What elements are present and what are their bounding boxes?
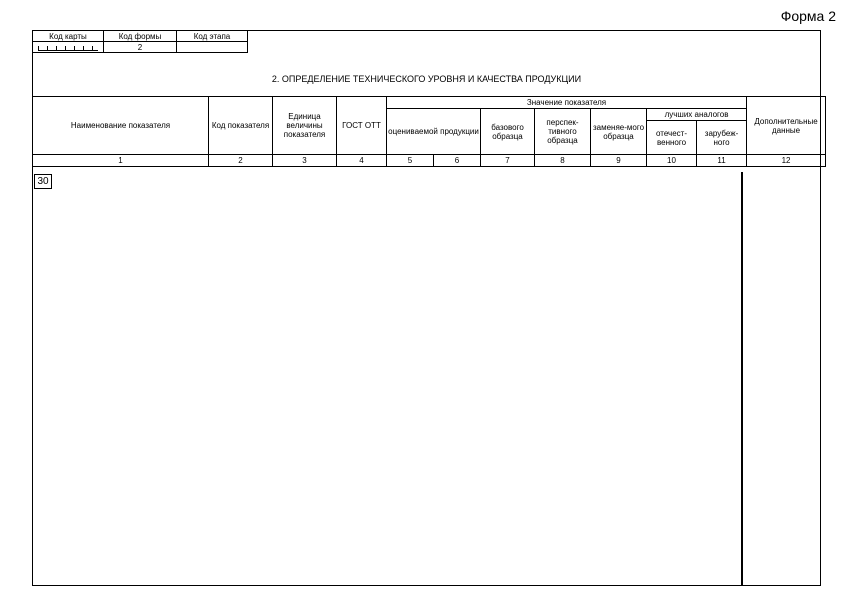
col-extra-header: Дополнительные данные (747, 97, 826, 155)
col-number: 1 (33, 155, 209, 167)
card-code-header: Код карты (33, 31, 104, 42)
col-number: 12 (747, 155, 826, 167)
col-domestic-header: отечест-венного (647, 121, 697, 155)
card-code-cell (33, 42, 104, 53)
row-marker: 30 (34, 174, 52, 189)
col-number: 2 (209, 155, 273, 167)
best-group-header: лучших аналогов (647, 109, 747, 121)
col-perspective-header: перспек-тивного образца (535, 109, 591, 155)
col-foreign-header: зарубеж-ного (697, 121, 747, 155)
header-codes-table (32, 30, 248, 53)
col-number: 8 (535, 155, 591, 167)
col-number: 7 (481, 155, 535, 167)
col-gost-header: ГОСТ ОТТ (337, 97, 387, 155)
stage-code-cell (177, 42, 248, 53)
form-code-cell: 2 (104, 42, 177, 53)
stage-code-header: Код этапа (177, 31, 248, 42)
col-number: 9 (591, 155, 647, 167)
value-group-header: Значение показателя (387, 97, 747, 109)
col-number: 6 (434, 155, 481, 167)
col-base-header: базового образца (481, 109, 535, 155)
extra-column-divider (741, 172, 743, 586)
col-number: 4 (337, 155, 387, 167)
card-code-ticks (38, 44, 98, 51)
form-code-header: Код формы (104, 31, 177, 42)
col-name-header: Наименование показателя (33, 97, 209, 155)
col-unit-header: Единица величины показателя (273, 97, 337, 155)
col-number: 3 (273, 155, 337, 167)
indicator-table-header (32, 96, 826, 167)
col-number: 5 (387, 155, 434, 167)
col-number: 11 (697, 155, 747, 167)
section-title: 2. ОПРЕДЕЛЕНИЕ ТЕХНИЧЕСКОГО УРОВНЯ И КАЧЕСТВА ПРОДУКЦИИ (271, 74, 582, 84)
col-code-header: Код показателя (209, 97, 273, 155)
form-label: Форма 2 (780, 8, 836, 24)
col-replaced-header: заменяе-мого образца (591, 109, 647, 155)
col-number: 10 (647, 155, 697, 167)
col-evaluated-header: оцениваемой продукции (387, 109, 481, 155)
